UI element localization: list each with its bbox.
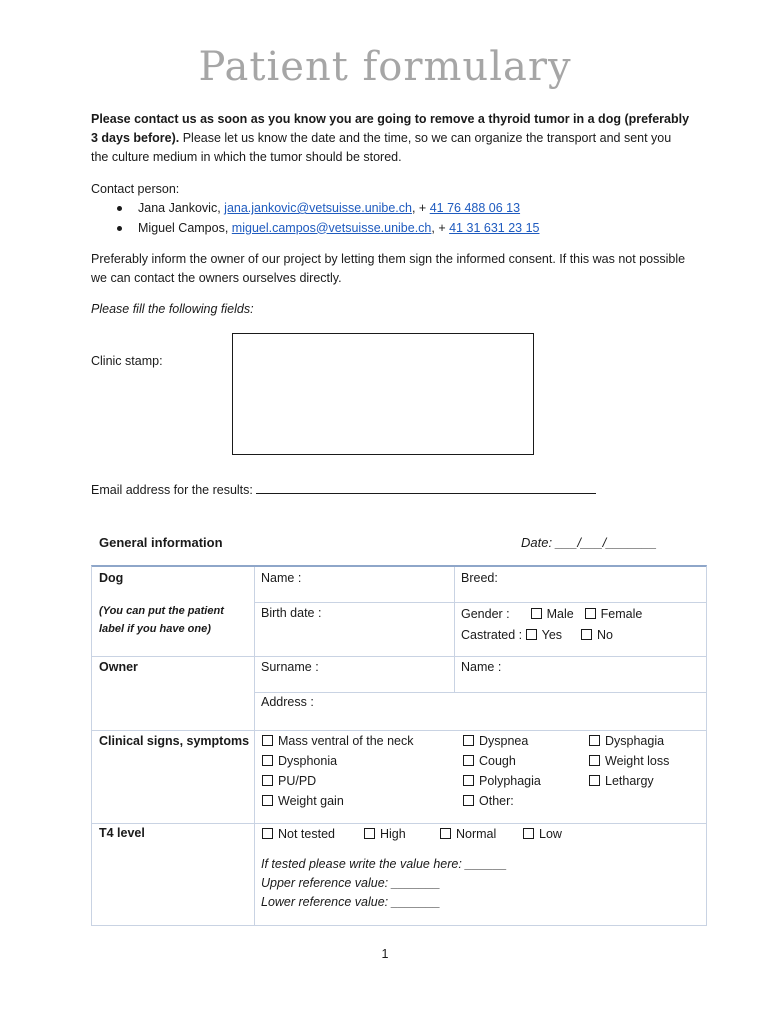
option-label: Lethargy bbox=[605, 774, 654, 788]
checkbox[interactable] bbox=[262, 828, 273, 839]
contact-email-link[interactable]: jana.jankovic@vetsuisse.unibe.ch bbox=[224, 201, 412, 215]
clinical-option[interactable] bbox=[463, 791, 541, 811]
checkbox[interactable] bbox=[589, 735, 600, 746]
page-title: Patient formulary bbox=[198, 44, 572, 90]
general-info-heading: General information bbox=[99, 535, 223, 550]
intro-paragraph bbox=[91, 110, 691, 167]
clinical-col-1 bbox=[262, 731, 413, 811]
option-label: PU/PD bbox=[278, 774, 317, 788]
castrated-row bbox=[461, 625, 613, 645]
email-results-field[interactable] bbox=[256, 493, 596, 494]
gender-label: Gender : bbox=[461, 607, 510, 621]
contact-list bbox=[91, 199, 691, 238]
dog-breed-field[interactable]: Breed: bbox=[461, 571, 498, 585]
option-label: Dysphagia bbox=[605, 734, 665, 748]
contact-heading: Contact person: bbox=[91, 182, 180, 196]
clinical-option[interactable] bbox=[262, 751, 413, 771]
intro-bold: Please contact us as soon as you know you are going to remove a thyroid tumor in a dog (preferably 3 days before). bbox=[91, 112, 690, 145]
option-label: Polyphagia bbox=[479, 774, 541, 788]
checkbox[interactable] bbox=[589, 755, 600, 766]
castrated-no-checkbox[interactable] bbox=[581, 629, 592, 640]
castrated-yes-label: Yes bbox=[541, 628, 563, 642]
t4-normal-option[interactable] bbox=[440, 824, 496, 844]
contact-phone-link[interactable]: 41 76 488 06 13 bbox=[429, 201, 521, 215]
owner-address-field[interactable]: Address : bbox=[261, 695, 314, 709]
gender-row bbox=[461, 604, 642, 624]
email-results-label: Email address for the results: bbox=[91, 483, 257, 497]
t4-values bbox=[261, 855, 507, 912]
clinical-col-2 bbox=[463, 731, 541, 811]
email-results-row bbox=[91, 481, 711, 500]
clinical-option[interactable] bbox=[463, 751, 541, 771]
clinical-option[interactable] bbox=[589, 771, 669, 791]
checkbox[interactable] bbox=[364, 828, 375, 839]
option-label: Weight loss bbox=[605, 754, 670, 768]
table-divider bbox=[254, 692, 706, 693]
castrated-no-label: No bbox=[597, 628, 613, 642]
clinical-option[interactable] bbox=[262, 731, 413, 751]
date-field[interactable]: Date: ___/___/_______ bbox=[521, 535, 657, 550]
t4-not-tested-option[interactable] bbox=[262, 824, 335, 844]
page-number: 1 bbox=[381, 947, 389, 961]
table-divider bbox=[92, 656, 706, 657]
clinic-stamp-box[interactable] bbox=[232, 333, 534, 455]
t4-upper-reference-field[interactable]: Upper reference value: _______ bbox=[261, 876, 441, 890]
female-label: Female bbox=[600, 607, 643, 621]
castrated-label: Castrated : bbox=[461, 628, 523, 642]
clinical-col-3 bbox=[589, 731, 669, 791]
t4-level-label: T4 level bbox=[99, 826, 145, 840]
checkbox[interactable] bbox=[463, 775, 474, 786]
clinical-option[interactable] bbox=[589, 731, 669, 751]
option-label: Dyspnea bbox=[479, 734, 529, 748]
checkbox[interactable] bbox=[523, 828, 534, 839]
checkbox[interactable] bbox=[463, 755, 474, 766]
checkbox[interactable] bbox=[440, 828, 451, 839]
contact-name: Jana Jankovic, bbox=[138, 201, 225, 215]
male-checkbox[interactable] bbox=[531, 608, 542, 619]
table-divider bbox=[254, 602, 706, 603]
contact-item bbox=[91, 199, 691, 219]
clinical-option[interactable] bbox=[262, 791, 413, 811]
consent-paragraph: Preferably inform the owner of our project by letting them sign the informed consent. If this was not possible we can contact the owners ourselves directly. bbox=[91, 252, 686, 285]
female-checkbox[interactable] bbox=[585, 608, 596, 619]
dog-name-field[interactable]: Name : bbox=[261, 571, 302, 585]
option-label: Normal bbox=[456, 827, 497, 841]
clinical-option[interactable] bbox=[262, 771, 413, 791]
checkbox[interactable] bbox=[262, 795, 273, 806]
option-label: Other: bbox=[479, 794, 514, 808]
t4-high-option[interactable] bbox=[364, 824, 406, 844]
checkbox[interactable] bbox=[262, 775, 273, 786]
contact-item bbox=[91, 219, 691, 239]
option-label: Dysphonia bbox=[278, 754, 338, 768]
option-label: Mass ventral of the neck bbox=[278, 734, 414, 748]
t4-lower-reference-field[interactable]: Lower reference value: _______ bbox=[261, 895, 441, 909]
dog-label-note: (You can put the patient label if you have one) bbox=[99, 605, 224, 635]
clinical-signs-label: Clinical signs, symptoms bbox=[99, 734, 250, 748]
owner-label: Owner bbox=[99, 660, 138, 674]
clinic-stamp-label: Clinic stamp: bbox=[91, 354, 163, 368]
clinical-option[interactable] bbox=[463, 771, 541, 791]
clinical-option[interactable] bbox=[589, 751, 669, 771]
contact-name: Miguel Campos, bbox=[138, 220, 232, 235]
t4-tested-value-field[interactable]: If tested please write the value here: ______ bbox=[261, 857, 507, 871]
owner-surname-field[interactable]: Surname : bbox=[261, 660, 319, 674]
fill-prompt: Please fill the following fields: bbox=[91, 302, 254, 316]
dog-label: Dog bbox=[99, 571, 124, 585]
birth-date-field[interactable]: Birth date : bbox=[261, 606, 322, 620]
option-label: Cough bbox=[479, 754, 516, 768]
contact-separator: , + bbox=[411, 201, 430, 215]
option-label: Not tested bbox=[278, 827, 335, 841]
contact-separator: , + bbox=[431, 220, 450, 235]
checkbox[interactable] bbox=[262, 735, 273, 746]
general-info-table bbox=[91, 565, 707, 926]
table-divider bbox=[254, 567, 255, 925]
checkbox[interactable] bbox=[463, 795, 474, 806]
t4-low-option[interactable] bbox=[523, 824, 562, 844]
checkbox[interactable] bbox=[589, 775, 600, 786]
table-divider bbox=[454, 567, 455, 692]
contact-email-link[interactable]: miguel.campos@vetsuisse.unibe.ch bbox=[231, 220, 432, 235]
contact-phone-link[interactable]: 41 31 631 23 15 bbox=[449, 220, 540, 235]
clinical-option[interactable] bbox=[463, 731, 541, 751]
intro-normal: Please let us know the date and the time, so we can organize the transport and sent you the culture medium in which the tumor should be stored. bbox=[91, 131, 672, 164]
option-label: Weight gain bbox=[278, 794, 344, 808]
option-label: High bbox=[380, 827, 406, 841]
checkbox[interactable] bbox=[262, 755, 273, 766]
owner-name-field[interactable]: Name : bbox=[461, 660, 502, 674]
male-label: Male bbox=[546, 607, 574, 621]
castrated-yes-checkbox[interactable] bbox=[526, 629, 537, 640]
checkbox[interactable] bbox=[463, 735, 474, 746]
option-label: Low bbox=[539, 827, 562, 841]
